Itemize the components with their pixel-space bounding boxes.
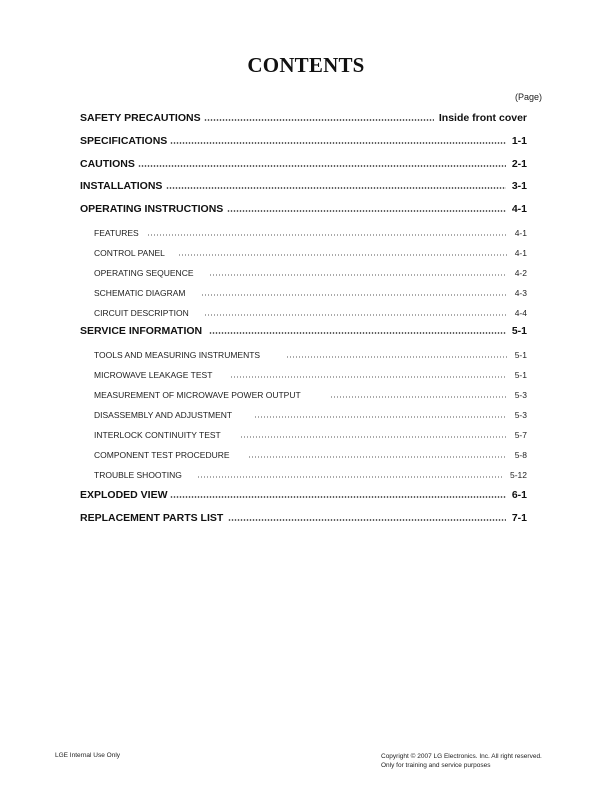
toc-label: FEATURES [94,228,139,238]
footer-copyright: Copyright © 2007 LG Electronics. Inc. All right reserved. [381,753,542,760]
toc-label: MICROWAVE LEAKAGE TEST [94,370,213,380]
toc-subentry-control-panel[interactable] [0,245,612,259]
dot-leader [330,396,507,398]
toc-subentry-schematic-diagram[interactable] [0,285,612,299]
dot-leader [197,476,503,478]
toc-page-number: 6-1 [511,489,527,501]
toc-subentry-interlock-continuity-test[interactable] [0,427,612,441]
toc-subentry-tools-and-measuring-instruments[interactable] [0,347,612,361]
toc-label: DISASSEMBLY AND ADJUSTMENT [94,410,233,420]
dot-leader [178,254,507,256]
dot-leader [147,234,507,236]
toc-entry-cautions[interactable] [0,156,612,170]
toc-label: SERVICE INFORMATION [80,325,203,337]
toc-subentry-microwave-leakage-test[interactable] [0,367,612,381]
toc-page-number: 4-2 [514,268,527,278]
toc-entry-installations[interactable] [0,178,612,192]
dot-leader [204,119,434,121]
toc-page-number: 5-1 [514,350,527,360]
dot-leader [204,314,507,316]
dot-leader [240,436,507,438]
toc-entry-safety-precautions[interactable] [0,110,612,124]
toc-page-number: 4-1 [514,248,527,258]
toc-label: TOOLS AND MEASURING INSTRUMENTS [94,350,261,360]
toc-page-number: 1-1 [511,135,527,147]
toc-subentry-disassembly-and-adjustment[interactable] [0,407,612,421]
toc-page-number: 5-1 [511,325,527,337]
toc-label: OPERATING SEQUENCE [94,268,194,278]
page-column-label: (Page) [514,92,542,102]
toc-page-number: 7-1 [511,512,527,524]
toc-page-number: 5-8 [514,450,527,460]
dot-leader [209,274,507,276]
toc-page-number: 5-7 [514,430,527,440]
toc-label: SPECIFICATIONS [80,135,168,147]
dot-leader [170,142,506,144]
toc-page-number: 5-3 [514,390,527,400]
footer-copyright-block [381,752,542,770]
dot-leader [170,496,506,498]
dot-leader [228,519,506,521]
dot-leader [209,332,506,334]
toc-page-number: 4-4 [514,308,527,318]
dot-leader [248,456,507,458]
dot-leader [166,187,506,189]
dot-leader [286,356,507,358]
dot-leader [138,165,506,167]
toc-page-number: Inside front cover [438,112,527,124]
toc-page-number: 5-12 [509,470,527,480]
toc-label: CIRCUIT DESCRIPTION [94,308,189,318]
toc-label: SAFETY PRECAUTIONS [80,112,201,124]
toc-label: INTERLOCK CONTINUITY TEST [94,430,221,440]
dot-leader [201,294,507,296]
toc-label: OPERATING INSTRUCTIONS [80,203,224,215]
toc-label: SCHEMATIC DIAGRAM [94,288,186,298]
toc-subentry-operating-sequence[interactable] [0,265,612,279]
toc-label: REPLACEMENT PARTS LIST [80,512,224,524]
toc-label: MEASUREMENT OF MICROWAVE POWER OUTPUT [94,390,301,400]
toc-subentry-component-test-procedure[interactable] [0,447,612,461]
toc-label: INSTALLATIONS [80,180,163,192]
toc-label: TROUBLE SHOOTING [94,470,182,480]
toc-page-number: 5-3 [514,410,527,420]
toc-entry-replacement-parts-list[interactable] [0,510,612,524]
toc-entry-service-information[interactable] [0,323,612,337]
toc-subentry-measurement-of-microwave-power-output[interactable] [0,387,612,401]
toc-label: EXPLODED VIEW [80,489,168,501]
footer-usage-note: Only for training and service purposes [381,762,491,769]
toc-page-number: 2-1 [511,158,527,170]
footer-internal-use: LGE Internal Use Only [55,752,121,759]
toc-entry-operating-instructions[interactable] [0,201,612,215]
toc-page-number: 4-1 [514,228,527,238]
toc-subentry-circuit-description[interactable] [0,305,612,319]
toc-label: CAUTIONS [80,158,135,170]
page-title: CONTENTS [247,53,365,77]
toc-entry-specifications[interactable] [0,133,612,147]
toc-subentry-features[interactable] [0,225,612,239]
dot-leader [254,416,507,418]
toc-entry-exploded-view[interactable] [0,487,612,501]
toc-page-number: 5-1 [514,370,527,380]
toc-label: COMPONENT TEST PROCEDURE [94,450,230,460]
dot-leader [230,376,507,378]
dot-leader [227,210,506,212]
toc-page-number: 4-1 [511,203,527,215]
toc-page-number: 4-3 [514,288,527,298]
toc-page-number: 3-1 [511,180,527,192]
toc-label: CONTROL PANEL [94,248,165,258]
toc-subentry-trouble-shooting[interactable] [0,467,612,481]
